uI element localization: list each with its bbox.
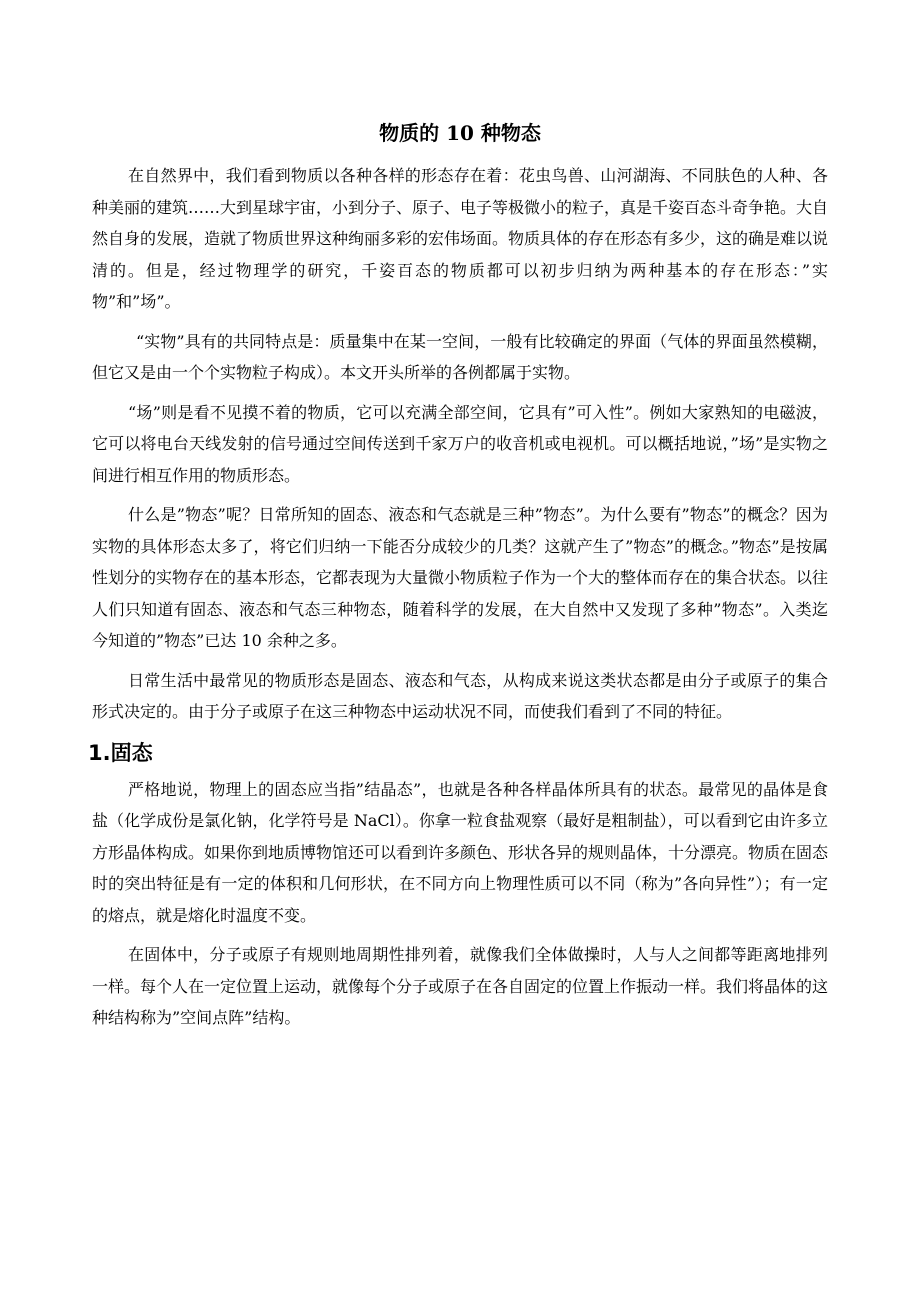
intro-paragraph-2: “实物”具有的共同特点是：质量集中在某一空间，一般有比较确定的界面（气体的界面虽然模糊，但它又是由一个个实物粒子构成）。本文开头所举的各例都属于实物。: [92, 331, 828, 382]
solid-paragraph-2: 在固体中，分子或原子有规则地周期性排列着，就像我们全体做操时，人与人之间都等距离地排列一样。每个人在一定位置上运动，就像每个分子或原子在各自固定的位置上作振动一样。我们将晶体的这种结构称为”空间点阵”结构。: [92, 945, 829, 1027]
section-heading-solid: 1.固态: [88, 740, 153, 765]
document-title: 物质的 10 种物态: [379, 121, 541, 145]
intro-paragraph-4: 什么是”物态”呢？日常所知的固态、液态和气态就是三种”物态”。为什么要有”物态”的概念？因为实物的具体形态太多了，将它们归纳一下能否分成较少的几类？这就产生了”物态”的概念。”物态”是按属性划分的实物存在的基本形态，它都表现为大量微小物质粒子作为一个大的整体而存在的集合状态。以往人们只知道有固态、液态和气态三种物态，随着科学的发展，在大自然中又发现了多种”物态”。入类迄今知道的”物态”已达 10 余种之多。: [92, 505, 829, 650]
solid-paragraph-1: 严格地说，物理上的固态应当指”结晶态”，也就是各种各样晶体所具有的状态。最常见的晶体是食盐（化学成份是氯化钠，化学符号是 NaCl）。你拿一粒食盐观察（最好是粗制盐），可以看到它由许多立方形晶体构成。如果你到地质博物馆还可以看到许多颜色、形状各异的规则晶体，十分漂亮。物质在固态时的突出特征是有一定的体积和几何形状，在不同方向上物理性质可以不同（称为”各向异性”）；有一定的熔点，就是熔化时温度不变。: [92, 779, 829, 925]
intro-paragraph-3: “场”则是看不见摸不着的物质，它可以充满全部空间，它具有”可入性”。例如大家熟知的电磁波，它可以将电台天线发射的信号通过空间传送到千家万户的收音机或电视机。可以概括地说，”场”是实物之间进行相互作用的物质形态。: [92, 402, 828, 485]
intro-paragraph-1: 在自然界中，我们看到物质以各种各样的形态存在着：花虫鸟兽、山河湖海、不同肤色的人种、各种美丽的建筑……大到星球宇宙，小到分子、原子、电子等极微小的粒子，真是千姿百态斗奇争艳。大自然自身的发展，造就了物质世界这种绚丽多彩的宏伟场面。物质具体的存在形态有多少，这的确是难以说清的。但是，经过物理学的研究，千姿百态的物质都可以初步归纳为两种基本的存在形态：”实物”和”场”。: [92, 166, 829, 311]
intro-paragraph-5: 日常生活中最常见的物质形态是固态、液态和气态，从构成来说这类状态都是由分子或原子的集合形式决定的。由于分子或原子在这三种物态中运动状况不同，而使我们看到了不同的特征。: [92, 670, 828, 721]
